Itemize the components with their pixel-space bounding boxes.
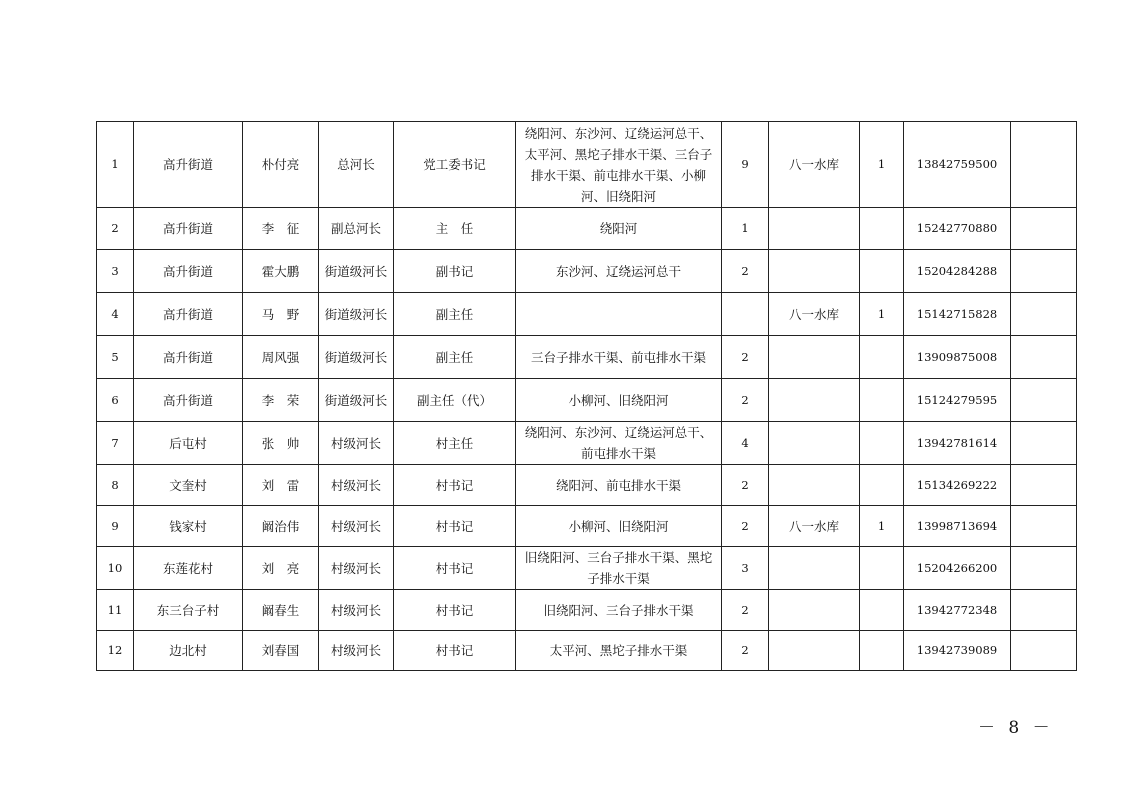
position-cell: 村书记	[394, 547, 516, 590]
phone-cell: 13998713694	[904, 506, 1011, 547]
position-cell: 副主任	[394, 336, 516, 379]
table-row	[97, 122, 1077, 208]
name-cell: 马 野	[243, 293, 319, 336]
phone-cell: 15124279595	[904, 379, 1011, 422]
role-cell: 村级河长	[319, 506, 394, 547]
reservoir-count-cell	[860, 379, 904, 422]
reservoir-cell	[769, 379, 860, 422]
unit-cell: 高升街道	[134, 293, 243, 336]
phone-cell: 13942739089	[904, 631, 1011, 671]
reservoir-count-cell	[860, 422, 904, 465]
row-number-cell: 5	[97, 336, 134, 379]
role-cell: 街道级河长	[319, 293, 394, 336]
unit-cell: 文奎村	[134, 465, 243, 506]
row-number-cell: 12	[97, 631, 134, 671]
reservoir-count-cell: 1	[860, 122, 904, 208]
river-chief-table	[96, 121, 1077, 671]
note-cell	[1011, 590, 1077, 631]
position-cell: 主 任	[394, 208, 516, 250]
row-number-cell: 1	[97, 122, 134, 208]
reservoir-count-cell	[860, 631, 904, 671]
note-cell	[1011, 379, 1077, 422]
reservoir-count-cell	[860, 465, 904, 506]
phone-cell: 13842759500	[904, 122, 1011, 208]
rivers-cell: 绕阳河、东沙河、辽绕运河总干、太平河、黑坨子排水干渠、三台子排水干渠、前屯排水干渠、小柳河、旧绕阳河	[516, 122, 722, 208]
position-cell: 副主任	[394, 293, 516, 336]
reservoir-count-cell: 1	[860, 506, 904, 547]
reservoir-cell	[769, 590, 860, 631]
role-cell: 街道级河长	[319, 250, 394, 293]
position-cell: 副书记	[394, 250, 516, 293]
table-row	[97, 293, 1077, 336]
table-row	[97, 250, 1077, 293]
row-number-cell: 11	[97, 590, 134, 631]
row-number-cell: 3	[97, 250, 134, 293]
role-cell: 村级河长	[319, 465, 394, 506]
table-row	[97, 506, 1077, 547]
unit-cell: 高升街道	[134, 336, 243, 379]
river-count-cell: 2	[722, 465, 769, 506]
unit-cell: 高升街道	[134, 208, 243, 250]
reservoir-count-cell: 1	[860, 293, 904, 336]
phone-cell: 15204266200	[904, 547, 1011, 590]
river-count-cell: 1	[722, 208, 769, 250]
river-count-cell: 2	[722, 590, 769, 631]
reservoir-count-cell	[860, 547, 904, 590]
name-cell: 周风强	[243, 336, 319, 379]
reservoir-count-cell	[860, 250, 904, 293]
rivers-cell: 东沙河、辽绕运河总干	[516, 250, 722, 293]
phone-cell: 15142715828	[904, 293, 1011, 336]
unit-cell: 后屯村	[134, 422, 243, 465]
phone-cell: 15204284288	[904, 250, 1011, 293]
row-number-cell: 2	[97, 208, 134, 250]
position-cell: 村主任	[394, 422, 516, 465]
position-cell: 党工委书记	[394, 122, 516, 208]
note-cell	[1011, 336, 1077, 379]
position-cell: 村书记	[394, 631, 516, 671]
name-cell: 刘 亮	[243, 547, 319, 590]
unit-cell: 钱家村	[134, 506, 243, 547]
role-cell: 总河长	[319, 122, 394, 208]
phone-cell: 15134269222	[904, 465, 1011, 506]
note-cell	[1011, 506, 1077, 547]
name-cell: 朴付亮	[243, 122, 319, 208]
phone-cell: 13909875008	[904, 336, 1011, 379]
row-number-cell: 10	[97, 547, 134, 590]
unit-cell: 东三台子村	[134, 590, 243, 631]
river-count-cell	[722, 293, 769, 336]
rivers-cell: 小柳河、旧绕阳河	[516, 506, 722, 547]
rivers-cell: 绕阳河、东沙河、辽绕运河总干、前屯排水干渠	[516, 422, 722, 465]
name-cell: 霍大鹏	[243, 250, 319, 293]
position-cell: 村书记	[394, 590, 516, 631]
reservoir-count-cell	[860, 336, 904, 379]
name-cell: 李 征	[243, 208, 319, 250]
table-row	[97, 336, 1077, 379]
position-cell: 村书记	[394, 465, 516, 506]
note-cell	[1011, 250, 1077, 293]
table-row	[97, 465, 1077, 506]
reservoir-cell: 八一水库	[769, 122, 860, 208]
row-number-cell: 7	[97, 422, 134, 465]
rivers-cell: 小柳河、旧绕阳河	[516, 379, 722, 422]
rivers-cell: 旧绕阳河、三台子排水干渠	[516, 590, 722, 631]
row-number-cell: 8	[97, 465, 134, 506]
table-row	[97, 590, 1077, 631]
unit-cell: 东莲花村	[134, 547, 243, 590]
unit-cell: 边北村	[134, 631, 243, 671]
name-cell: 刘春国	[243, 631, 319, 671]
river-count-cell: 3	[722, 547, 769, 590]
row-number-cell: 9	[97, 506, 134, 547]
river-count-cell: 2	[722, 631, 769, 671]
unit-cell: 高升街道	[134, 122, 243, 208]
reservoir-cell: 八一水库	[769, 293, 860, 336]
name-cell: 阚春生	[243, 590, 319, 631]
note-cell	[1011, 122, 1077, 208]
page-number: － 8 －	[978, 718, 1054, 738]
role-cell: 村级河长	[319, 631, 394, 671]
name-cell: 李 荣	[243, 379, 319, 422]
river-count-cell: 2	[722, 506, 769, 547]
role-cell: 副总河长	[319, 208, 394, 250]
role-cell: 村级河长	[319, 590, 394, 631]
unit-cell: 高升街道	[134, 379, 243, 422]
name-cell: 刘 雷	[243, 465, 319, 506]
row-number-cell: 6	[97, 379, 134, 422]
note-cell	[1011, 631, 1077, 671]
role-cell: 街道级河长	[319, 379, 394, 422]
phone-cell: 15242770880	[904, 208, 1011, 250]
rivers-cell: 太平河、黑坨子排水干渠	[516, 631, 722, 671]
reservoir-cell	[769, 422, 860, 465]
table-row	[97, 422, 1077, 465]
river-count-cell: 2	[722, 250, 769, 293]
note-cell	[1011, 208, 1077, 250]
role-cell: 村级河长	[319, 547, 394, 590]
reservoir-cell	[769, 547, 860, 590]
table-body	[97, 122, 1077, 671]
reservoir-cell	[769, 336, 860, 379]
table-row	[97, 631, 1077, 671]
rivers-cell: 三台子排水干渠、前屯排水干渠	[516, 336, 722, 379]
reservoir-cell: 八一水库	[769, 506, 860, 547]
reservoir-count-cell	[860, 590, 904, 631]
row-number-cell: 4	[97, 293, 134, 336]
phone-cell: 13942772348	[904, 590, 1011, 631]
reservoir-cell	[769, 465, 860, 506]
reservoir-cell	[769, 208, 860, 250]
river-count-cell: 2	[722, 379, 769, 422]
note-cell	[1011, 547, 1077, 590]
unit-cell: 高升街道	[134, 250, 243, 293]
position-cell: 村书记	[394, 506, 516, 547]
role-cell: 村级河长	[319, 422, 394, 465]
name-cell: 阚治伟	[243, 506, 319, 547]
rivers-cell: 绕阳河	[516, 208, 722, 250]
rivers-cell: 旧绕阳河、三台子排水干渠、黑坨子排水干渠	[516, 547, 722, 590]
role-cell: 街道级河长	[319, 336, 394, 379]
rivers-cell	[516, 293, 722, 336]
reservoir-cell	[769, 250, 860, 293]
note-cell	[1011, 465, 1077, 506]
note-cell	[1011, 293, 1077, 336]
table-row	[97, 208, 1077, 250]
position-cell: 副主任（代）	[394, 379, 516, 422]
table-row	[97, 547, 1077, 590]
river-count-cell: 4	[722, 422, 769, 465]
river-count-cell: 9	[722, 122, 769, 208]
name-cell: 张 帅	[243, 422, 319, 465]
river-count-cell: 2	[722, 336, 769, 379]
phone-cell: 13942781614	[904, 422, 1011, 465]
reservoir-cell	[769, 631, 860, 671]
reservoir-count-cell	[860, 208, 904, 250]
rivers-cell: 绕阳河、前屯排水干渠	[516, 465, 722, 506]
note-cell	[1011, 422, 1077, 465]
table-row	[97, 379, 1077, 422]
